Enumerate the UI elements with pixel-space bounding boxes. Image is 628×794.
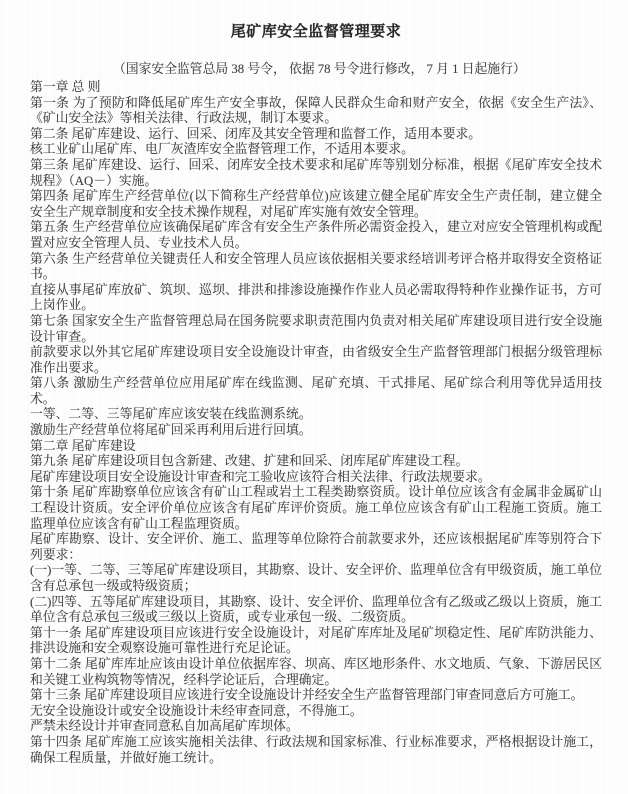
paragraph: 第九条 尾矿库建设项目包含新建、改建、扩建和回采、闭库尾矿库建设工程。 xyxy=(30,454,469,469)
paragraph: 无安全设施设计或安全设施设计未经审查同意，不得施工。 xyxy=(30,703,363,718)
paragraph: 第二条 尾矿库建设、运行、回采、闭库及其安全管理和监督工作，适用本要求。 xyxy=(30,126,482,141)
paragraph: (二)四等、五等尾矿库建设项目，其勘察、设计、安全评价、监理单位含有乙级或乙级以上资质，施工单位含有总承包三级或三级以上资质，或专业承包一级、二级资质。 xyxy=(30,594,602,625)
paragraph: 一等、二等、三等尾矿库应该安装在线监测系统。 xyxy=(30,407,312,422)
paragraph: (一)一等、二等、三等尾矿库建设项目，其勘察、设计、安全评价、监理单位含有甲级资质，施工单位含有总承包一级或特级资质； xyxy=(30,563,602,593)
document-body xyxy=(30,80,602,766)
paragraph: 前款要求以外其它尾矿库建设项目安全设施设计审查，由省级安全生产监督管理部门根据分级管理标准作出要求。 xyxy=(30,345,602,375)
paragraph: 第二章 尾矿库建设 xyxy=(30,438,136,453)
paragraph: 严禁未经设计并审查同意私自加高尾矿库坝体。 xyxy=(30,719,299,734)
paragraph: 第十三条 尾矿库建设项目应该进行安全设施设计并经安全生产监督管理部门审查同意后方可施工。 xyxy=(30,688,584,703)
paragraph: 第十二条 尾矿库库址应该由设计单位依据库容、坝高、库区地形条件、水文地质、气象、下游居民区和关键工业构筑物等情况，经科学论证后，合理确定。 xyxy=(30,656,602,687)
paragraph: 第三条 尾矿库建设、运行、回采、闭库安全技术要求和尾矿库等别划分标准，根据《尾矿库安全技术规程》（AQ－）实施。 xyxy=(30,157,602,188)
paragraph: 直接从事尾矿库放矿、筑坝、巡坝、排洪和排渗设施操作作业人员必需取得特种作业操作证书，方可上岗作业。 xyxy=(30,282,602,313)
paragraph: 第一章 总 则 xyxy=(30,80,101,94)
paragraph: 第十条 尾矿库勘察单位应该含有矿山工程或岩土工程类勘察资质。设计单位应该含有金属非金属矿山工程设计资质。安全评价单位应该含有尾矿库评价资质。施工单位应该含有矿山工程施工资质。施工监理单位应该含有矿山工程监理资质。 xyxy=(30,485,602,531)
paragraph: 尾矿库建设项目安全设施设计审查和完工验收应该符合相关法律、行政法规要求。 xyxy=(30,469,491,484)
paragraph: 第八条 激励生产经营单位应用尾矿库在线监测、尾矿充填、干式排尾、尾矿综合利用等优异适用技术。 xyxy=(30,376,602,406)
paragraph: 第十四条 尾矿库施工应该实施相关法律、行政法规和国家标准、行业标准要求，严格根据设计施工，确保工程质量，并做好施工统计。 xyxy=(30,734,602,765)
document-title: 尾矿库安全监督管理要求 xyxy=(230,24,402,40)
document-subtitle: （国家安全监管总局 38 号令， 依据 78 号令进行修改， 7 月 1 日起施行） xyxy=(113,62,526,76)
paragraph: 第五条 生产经营单位应该确保尾矿库含有安全生产条件所必需资金投入，建立对应安全管理机构或配置对应安全管理人员、专业技术人员。 xyxy=(30,220,602,250)
paragraph: 第六条 生产经营单位关键责任人和安全管理人员应该依据相关要求经培训考评合格并取得安全资格证书。 xyxy=(30,251,602,282)
paragraph: 激励生产经营单位将尾矿回采再利用后进行回填。 xyxy=(30,423,312,438)
paragraph: 第一条 为了预防和降低尾矿库生产安全事故，保障人民群众生命和财产安全，依据《安全生产法》、《矿山安全法》等相关法律、行政法规，制订本要求。 xyxy=(30,95,602,126)
paragraph: 第十一条 尾矿库建设项目应该进行安全设施设计，对尾矿库库址及尾矿坝稳定性、尾矿库防洪能力、排洪设施和安全观察设施可靠性进行充足论证。 xyxy=(30,625,602,656)
paragraph: 第四条 尾矿库生产经营单位(以下简称生产经营单位)应该建立健全尾矿库安全生产责任制，建立健全安全生产规章制度和安全技术操作规程，对尾矿库实施有效安全管理。 xyxy=(30,189,602,219)
paragraph: 第七条 国家安全生产监督管理总局在国务院要求职责范围内负责对相关尾矿库建设项目进行安全设施设计审查。 xyxy=(30,313,602,344)
paragraph: 尾矿库勘察、设计、安全评价、施工、监理等单位除符合前款要求外，还应该根据尾矿库等别符合下列要求： xyxy=(30,532,602,562)
paragraph: 核工业矿山尾矿库、电厂灰渣库安全监督管理工作，不适用本要求。 xyxy=(30,142,414,157)
